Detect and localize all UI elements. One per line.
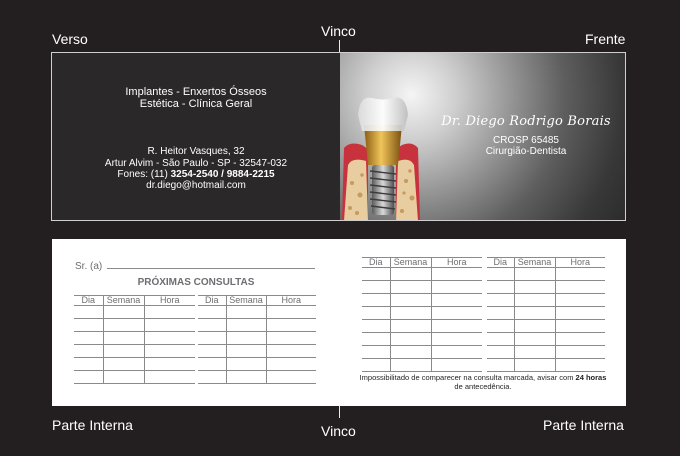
time-cell[interactable] bbox=[144, 345, 195, 358]
time-cell[interactable] bbox=[431, 307, 482, 320]
label-parte-interna-left: Parte Interna bbox=[52, 417, 133, 433]
day-cell[interactable] bbox=[362, 359, 390, 372]
weekday-cell[interactable] bbox=[390, 320, 431, 333]
schedule-table-4 bbox=[487, 257, 605, 372]
time-cell[interactable] bbox=[266, 332, 316, 345]
day-cell[interactable] bbox=[198, 371, 226, 384]
weekday-cell[interactable] bbox=[103, 319, 144, 332]
col-hora: Hora bbox=[555, 258, 605, 268]
email: dr.diego@hotmail.com bbox=[146, 180, 246, 191]
services-line-1: Implantes - Enxertos Ósseos bbox=[125, 86, 267, 98]
time-cell[interactable] bbox=[555, 346, 605, 359]
patient-label: Sr. (a) bbox=[75, 261, 103, 272]
weekday-cell[interactable] bbox=[514, 333, 555, 346]
table-row bbox=[198, 371, 316, 384]
day-cell[interactable] bbox=[74, 358, 103, 371]
time-cell[interactable] bbox=[144, 332, 195, 345]
dental-implant-illustration bbox=[340, 53, 430, 221]
time-cell[interactable] bbox=[266, 371, 316, 384]
col-dia: Dia bbox=[198, 296, 226, 306]
day-cell[interactable] bbox=[74, 332, 103, 345]
time-cell[interactable] bbox=[555, 294, 605, 307]
table-header-row bbox=[74, 296, 195, 306]
verso-panel bbox=[52, 53, 340, 220]
time-cell[interactable] bbox=[431, 346, 482, 359]
phone-separator: / bbox=[218, 169, 227, 180]
day-cell[interactable] bbox=[362, 307, 390, 320]
day-cell[interactable] bbox=[362, 333, 390, 346]
col-dia: Dia bbox=[487, 258, 514, 268]
day-cell[interactable] bbox=[198, 306, 226, 319]
table-row bbox=[362, 268, 482, 281]
professional-title: Cirurgião-Dentista bbox=[485, 146, 567, 157]
schedule-table-3 bbox=[362, 257, 482, 372]
day-cell[interactable] bbox=[487, 333, 514, 346]
table-row bbox=[198, 332, 316, 345]
table-row bbox=[362, 281, 482, 294]
card-inner-side bbox=[52, 239, 626, 406]
col-hora: Hora bbox=[266, 296, 316, 306]
day-cell[interactable] bbox=[487, 320, 514, 333]
col-dia: Dia bbox=[362, 258, 390, 268]
time-cell[interactable] bbox=[555, 307, 605, 320]
weekday-cell[interactable] bbox=[226, 371, 266, 384]
weekday-cell[interactable] bbox=[103, 332, 144, 345]
address-line-2: Artur Alvim - São Paulo - SP - 32547-032 bbox=[104, 158, 288, 169]
day-cell[interactable] bbox=[487, 281, 514, 294]
day-cell[interactable] bbox=[487, 359, 514, 372]
time-cell[interactable] bbox=[144, 319, 195, 332]
day-cell[interactable] bbox=[74, 306, 103, 319]
day-cell[interactable] bbox=[362, 268, 390, 281]
weekday-cell[interactable] bbox=[390, 346, 431, 359]
phones-prefix: Fones: (11) bbox=[117, 169, 171, 180]
weekday-cell[interactable] bbox=[226, 358, 266, 371]
weekday-cell[interactable] bbox=[226, 319, 266, 332]
doctor-name: Dr. Diego Rodrigo Borais bbox=[441, 114, 611, 129]
day-cell[interactable] bbox=[74, 371, 103, 384]
table-row bbox=[362, 333, 482, 346]
time-cell[interactable] bbox=[555, 268, 605, 281]
weekday-cell[interactable] bbox=[514, 268, 555, 281]
table-row bbox=[362, 307, 482, 320]
table-row bbox=[487, 320, 605, 333]
table-row bbox=[74, 332, 195, 345]
col-hora: Hora bbox=[431, 258, 482, 268]
card-outer-side bbox=[51, 52, 626, 221]
phone-2: 9884-2215 bbox=[226, 169, 275, 180]
weekday-cell[interactable] bbox=[390, 307, 431, 320]
day-cell[interactable] bbox=[198, 319, 226, 332]
table-row bbox=[487, 281, 605, 294]
weekday-cell[interactable] bbox=[226, 345, 266, 358]
col-semana: Semana bbox=[390, 258, 431, 268]
crosp-line bbox=[436, 135, 616, 146]
label-verso: Verso bbox=[52, 31, 88, 47]
col-semana: Semana bbox=[514, 258, 555, 268]
weekday-cell[interactable] bbox=[103, 345, 144, 358]
day-cell[interactable] bbox=[487, 268, 514, 281]
weekday-cell[interactable] bbox=[514, 359, 555, 372]
table-row bbox=[74, 358, 195, 371]
frente-panel bbox=[340, 53, 625, 220]
notice-text: Impossibilitado de comparecer na consulta marcada, avisar com bbox=[359, 373, 576, 382]
table-row bbox=[362, 346, 482, 359]
table-row bbox=[487, 268, 605, 281]
table-row bbox=[198, 319, 316, 332]
table-row bbox=[487, 359, 605, 372]
day-cell[interactable] bbox=[362, 346, 390, 359]
crosp-number: 65485 bbox=[531, 135, 559, 146]
weekday-cell[interactable] bbox=[514, 307, 555, 320]
col-semana: Semana bbox=[226, 296, 266, 306]
time-cell[interactable] bbox=[431, 268, 482, 281]
time-cell[interactable] bbox=[555, 320, 605, 333]
schedule-table-2 bbox=[198, 295, 316, 384]
notice-bold: 24 horas bbox=[575, 373, 607, 382]
day-cell[interactable] bbox=[362, 320, 390, 333]
phone-1: 3254-2540 bbox=[170, 169, 219, 180]
table-header-row bbox=[362, 258, 482, 268]
table-header-row bbox=[487, 258, 605, 268]
day-cell[interactable] bbox=[198, 345, 226, 358]
table-row bbox=[74, 371, 195, 384]
weekday-cell[interactable] bbox=[390, 281, 431, 294]
day-cell[interactable] bbox=[487, 307, 514, 320]
table-row bbox=[74, 345, 195, 358]
table-row bbox=[198, 358, 316, 371]
col-hora: Hora bbox=[144, 296, 195, 306]
weekday-cell[interactable] bbox=[226, 306, 266, 319]
services-line-2: Estética - Clínica Geral bbox=[139, 98, 253, 110]
notice-end: de antecedência. bbox=[454, 382, 512, 391]
weekday-cell[interactable] bbox=[226, 332, 266, 345]
day-cell[interactable] bbox=[487, 294, 514, 307]
table-header-row bbox=[198, 296, 316, 306]
label-vinco-bottom: Vinco bbox=[321, 423, 356, 439]
weekday-cell[interactable] bbox=[390, 294, 431, 307]
table-row bbox=[362, 294, 482, 307]
day-cell[interactable] bbox=[74, 319, 103, 332]
weekday-cell[interactable] bbox=[390, 268, 431, 281]
time-cell[interactable] bbox=[431, 281, 482, 294]
label-frente: Frente bbox=[585, 31, 626, 47]
day-cell[interactable] bbox=[198, 358, 226, 371]
table-row bbox=[198, 345, 316, 358]
table-row bbox=[198, 306, 316, 319]
time-cell[interactable] bbox=[266, 319, 316, 332]
time-cell[interactable] bbox=[431, 333, 482, 346]
table-row bbox=[362, 359, 482, 372]
label-parte-interna-right: Parte Interna bbox=[543, 417, 624, 433]
day-cell[interactable] bbox=[198, 332, 226, 345]
weekday-cell[interactable] bbox=[103, 358, 144, 371]
time-cell[interactable] bbox=[266, 358, 316, 371]
schedule-table-1 bbox=[74, 295, 195, 384]
label-vinco-top: Vinco bbox=[321, 23, 356, 39]
table-row bbox=[487, 307, 605, 320]
fold-mark-top bbox=[339, 40, 340, 52]
table-row bbox=[74, 319, 195, 332]
weekday-cell[interactable] bbox=[103, 371, 144, 384]
time-cell[interactable] bbox=[431, 359, 482, 372]
crosp-label: CROSP bbox=[493, 135, 532, 146]
weekday-cell[interactable] bbox=[514, 346, 555, 359]
day-cell[interactable] bbox=[487, 346, 514, 359]
table-row bbox=[487, 294, 605, 307]
weekday-cell[interactable] bbox=[103, 306, 144, 319]
weekday-cell[interactable] bbox=[390, 359, 431, 372]
patient-name-line bbox=[107, 268, 315, 269]
weekday-cell[interactable] bbox=[514, 281, 555, 294]
day-cell[interactable] bbox=[362, 281, 390, 294]
time-cell[interactable] bbox=[431, 320, 482, 333]
time-cell[interactable] bbox=[144, 371, 195, 384]
table-row bbox=[74, 306, 195, 319]
cancellation-notice bbox=[352, 373, 614, 391]
table-row bbox=[487, 346, 605, 359]
weekday-cell[interactable] bbox=[514, 294, 555, 307]
time-cell[interactable] bbox=[555, 281, 605, 294]
table-row bbox=[487, 333, 605, 346]
time-cell[interactable] bbox=[144, 358, 195, 371]
col-semana: Semana bbox=[103, 296, 144, 306]
time-cell[interactable] bbox=[266, 306, 316, 319]
time-cell[interactable] bbox=[266, 345, 316, 358]
time-cell[interactable] bbox=[144, 306, 195, 319]
schedule-heading: PRÓXIMAS CONSULTAS bbox=[137, 277, 255, 288]
weekday-cell[interactable] bbox=[514, 320, 555, 333]
day-cell[interactable] bbox=[362, 294, 390, 307]
time-cell[interactable] bbox=[555, 333, 605, 346]
day-cell[interactable] bbox=[74, 345, 103, 358]
table-row bbox=[362, 320, 482, 333]
fold-mark-bottom bbox=[339, 406, 340, 418]
address-line-1: R. Heitor Vasques, 32 bbox=[147, 146, 245, 157]
weekday-cell[interactable] bbox=[390, 333, 431, 346]
time-cell[interactable] bbox=[555, 359, 605, 372]
time-cell[interactable] bbox=[431, 294, 482, 307]
col-dia: Dia bbox=[74, 296, 103, 306]
